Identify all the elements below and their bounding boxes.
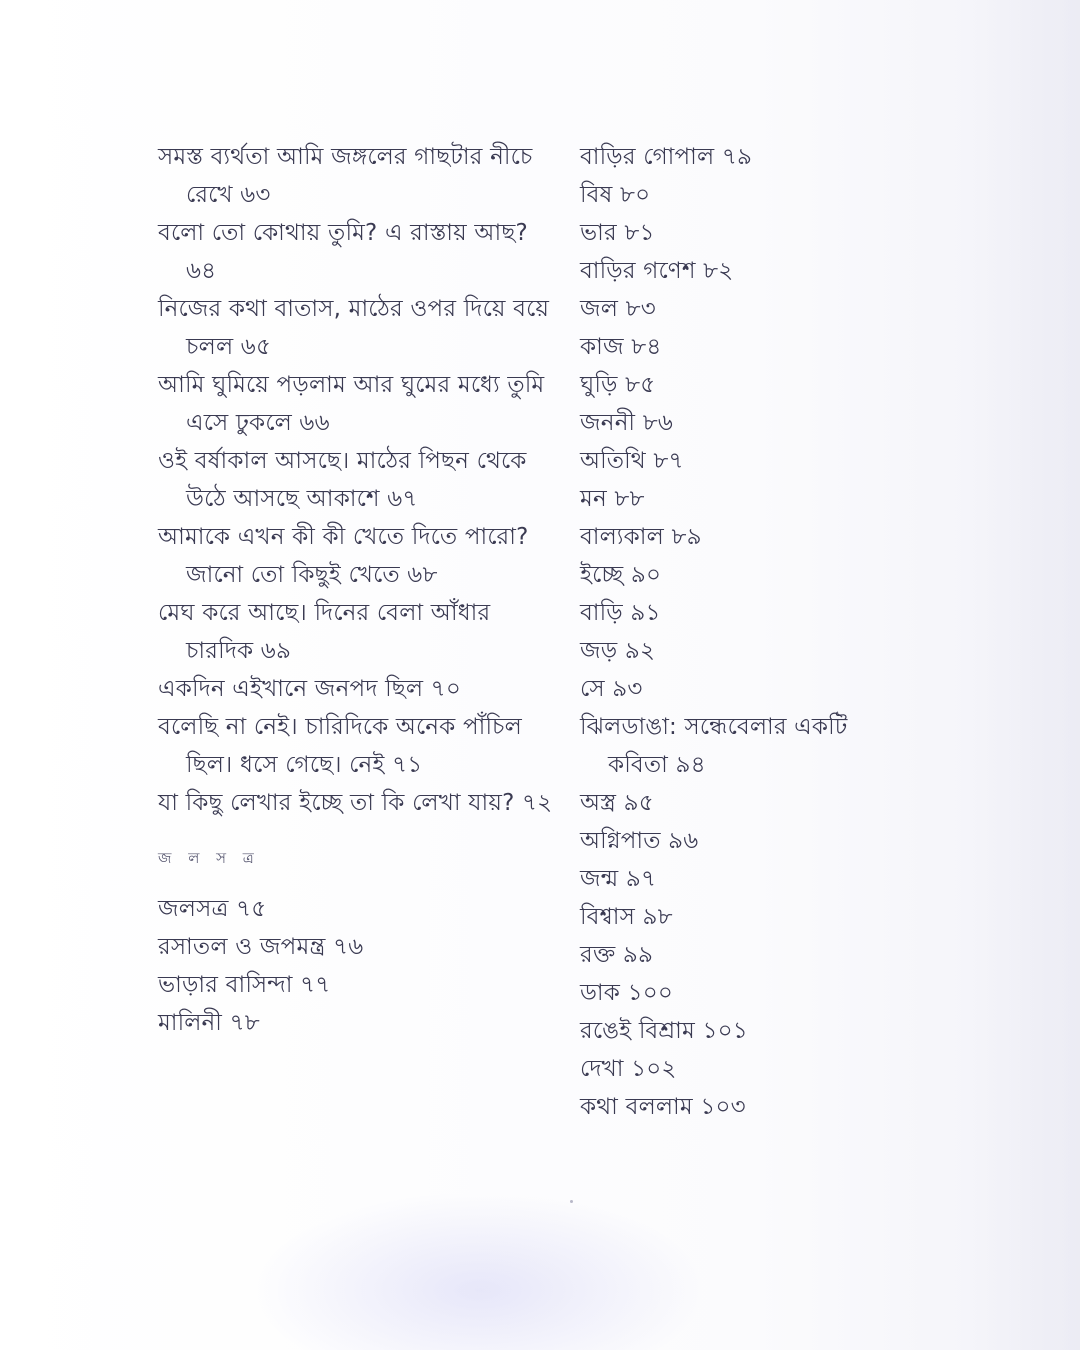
entry: বাল্যকাল ৮৯ <box>580 524 702 550</box>
entry: দেখা ১০২ <box>580 1056 677 1082</box>
entry: রসাতল ও জপমন্ত্র ৭৬ <box>158 934 364 960</box>
entry: মন ৮৮ <box>580 486 645 512</box>
entry: আমাকে এখন কী কী খেতে দিতে পারো? জানো তো কিছুই খেতে ৬৮ <box>158 524 529 588</box>
entry: বাড়ি ৯১ <box>580 600 661 626</box>
contents-left-column <box>158 138 558 1042</box>
entry: রক্ত ৯৯ <box>580 942 654 968</box>
entry: ওই বর্ষাকাল আসছে। মাঠের পিছন থেকে উঠে আসছে আকাশে ৬৭ <box>158 448 527 512</box>
entry: রঙেই বিশ্রাম ১০১ <box>580 1018 748 1044</box>
entry: ডাক ১০০ <box>580 980 674 1006</box>
entry: সে ৯৩ <box>580 676 643 702</box>
entry: বলেছি না নেই। চারিদিকে অনেক পাঁচিল ছিল। ধসে গেছে। নেই ৭১ <box>158 714 523 778</box>
entry: জলসত্র ৭৫ <box>158 896 267 922</box>
entry: ঝিলডাঙা: সন্ধেবেলার একটি কবিতা ৯৪ <box>580 714 848 778</box>
entry: বিশ্বাস ৯৮ <box>580 904 673 930</box>
entry: বাড়ির গণেশ ৮২ <box>580 258 734 284</box>
entry: ঘুড়ি ৮৫ <box>580 372 656 398</box>
entry: বলো তো কোথায় তুমি? এ রাস্তায় আছ? ৬৪ <box>158 220 528 284</box>
entry: অগ্নিপাত ৯৬ <box>580 828 699 854</box>
entry: অস্ত্র ৯৫ <box>580 790 654 816</box>
entry: আমি ঘুমিয়ে পড়লাম আর ঘুমের মধ্যে তুমি এসে ঢুকলে ৬৬ <box>158 372 545 436</box>
entry: বিষ ৮০ <box>580 182 651 208</box>
entry: কাজ ৮৪ <box>580 334 662 360</box>
paper-speck <box>570 1200 573 1203</box>
entry: মালিনী ৭৮ <box>158 1010 260 1036</box>
entry: নিজের কথা বাতাস, মাঠের ওপর দিয়ে বয়ে চলল ৬৫ <box>158 296 550 360</box>
entry: ভার ৮১ <box>580 220 655 246</box>
entry: জড় ৯২ <box>580 638 656 664</box>
entry: যা কিছু লেখার ইচ্ছে তা কি লেখা যায়? ৭২ <box>158 790 553 816</box>
entry: জল ৮৩ <box>580 296 656 322</box>
entry: একদিন এইখানে জনপদ ছিল ৭০ <box>158 676 461 702</box>
entry: ইচ্ছে ৯০ <box>580 562 662 588</box>
entry: মেঘ করে আছে। দিনের বেলা আঁধার চারদিক ৬৯ <box>158 600 491 664</box>
contents-right-column <box>580 138 900 1126</box>
entry: কথা বললাম ১০৩ <box>580 1094 746 1120</box>
section-heading: জ ল স ত্র <box>158 849 260 867</box>
entry: ভাড়ার বাসিন্দা ৭৭ <box>158 972 331 998</box>
entry: জন্ম ৯৭ <box>580 866 657 892</box>
entry: জননী ৮৬ <box>580 410 674 436</box>
entry: অতিথি ৮৭ <box>580 448 684 474</box>
entry: সমস্ত ব্যর্থতা আমি জঙ্গলের গাছটার নীচে রেখে ৬৩ <box>158 144 533 208</box>
entry: বাড়ির গোপাল ৭৯ <box>580 144 753 170</box>
page-edge-shadow <box>970 0 1080 1350</box>
